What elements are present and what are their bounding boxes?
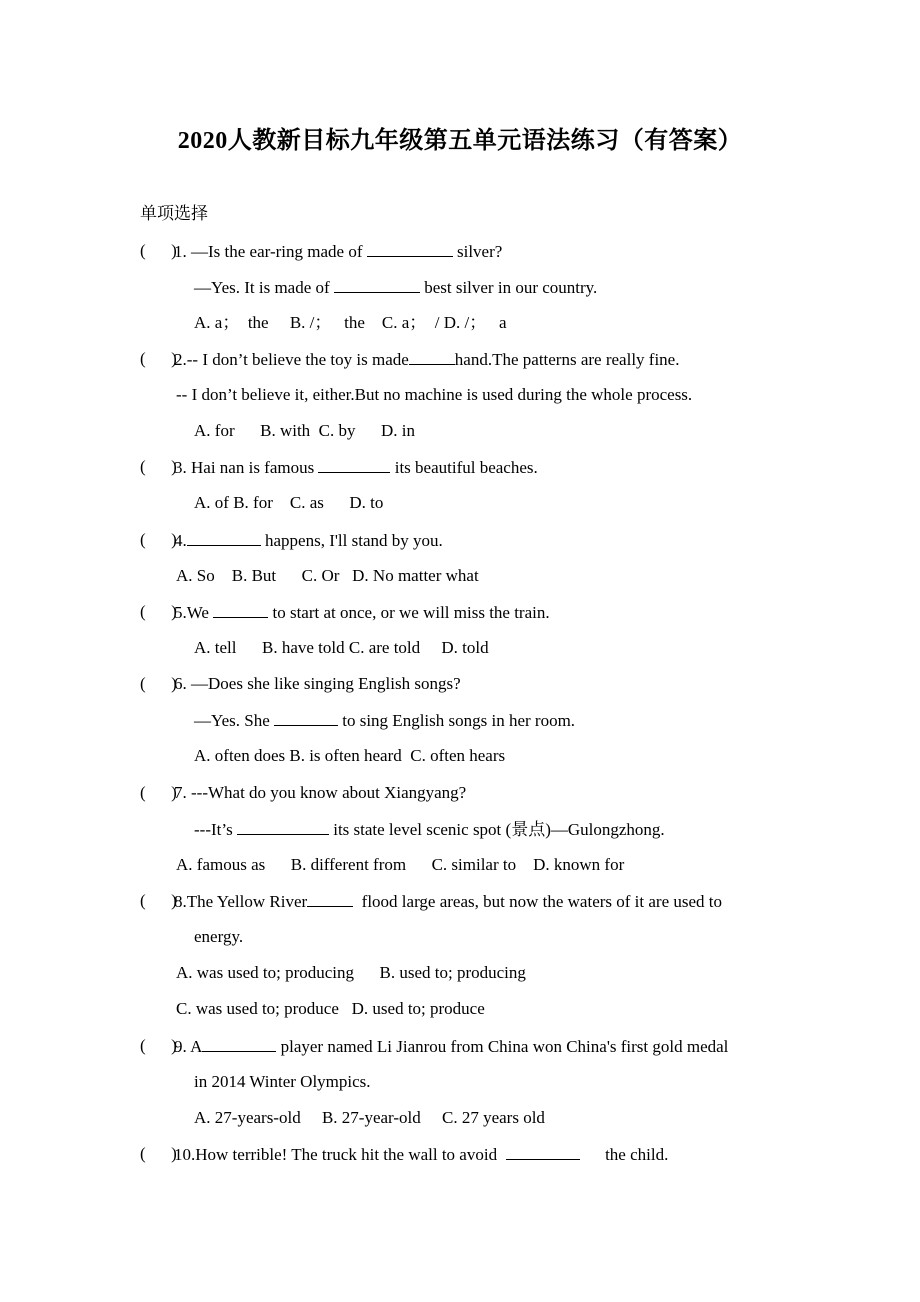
question-number: 2.: [174, 350, 187, 369]
fill-blank: [237, 819, 329, 835]
question-5: 5.We to start at once, or we will miss the train.: [174, 603, 550, 622]
fill-blank: [274, 710, 338, 726]
answer-blank[interactable]: ( ): [140, 674, 177, 693]
question-3: 3. Hai nan is famous its beautiful beaches.: [174, 458, 538, 477]
question-number: 10.: [174, 1145, 196, 1164]
question-7: 7. ---What do you know about Xiangyang?: [174, 783, 467, 802]
question-7-options: A. famous as B. different from C. similar to D. known for: [176, 855, 625, 874]
fill-blank: [318, 457, 390, 473]
question-4-options: A. So B. But C. Or D. No matter what: [176, 566, 479, 585]
question-6-options: A. often does B. is often heard C. often hears: [194, 746, 506, 765]
question-number: 4.: [174, 531, 187, 550]
question-1-options: A. a； the B. /； the C. a； / D. /； a: [194, 313, 507, 332]
fill-blank: [409, 349, 455, 365]
question-number: 9.: [174, 1037, 187, 1056]
question-2-options: A. for B. with C. by D. in: [194, 421, 415, 440]
question-5-options: A. tell B. have told C. are told D. told: [194, 638, 489, 657]
question-2: 2.-- I don’t believe the toy is made hand.The patterns are really fine.: [174, 350, 680, 369]
question-8-options-b: C. was used to; produce D. used to; produce: [176, 999, 485, 1018]
question-9-options: A. 27-years-old B. 27-year-old C. 27 years old: [194, 1108, 545, 1127]
question-1: 1. —Is the ear-ring made of silver?: [174, 242, 503, 261]
question-9-line2: in 2014 Winter Olympics.: [194, 1072, 371, 1091]
answer-blank[interactable]: ( ): [140, 891, 177, 910]
question-6: 6. —Does she like singing English songs?: [174, 674, 461, 693]
fill-blank: [367, 241, 453, 257]
question-8-line2: energy.: [194, 927, 244, 946]
page-title: 2020人教新目标九年级第五单元语法练习（有答案）: [177, 128, 743, 154]
question-1-line2: —Yes. It is made of best silver in our country.: [194, 278, 598, 297]
answer-blank[interactable]: ( ): [140, 1144, 177, 1163]
fill-blank: [202, 1036, 276, 1052]
answer-blank[interactable]: ( ): [140, 783, 177, 802]
fill-blank: [187, 530, 261, 546]
question-8-options-a: A. was used to; producing B. used to; producing: [176, 963, 526, 982]
answer-blank[interactable]: ( ): [140, 1036, 177, 1055]
question-number: 3.: [174, 458, 187, 477]
question-number: 5.: [174, 603, 187, 622]
fill-blank: [307, 891, 353, 907]
question-8: 8.The Yellow River flood large areas, but now the waters of it are used to: [174, 892, 723, 911]
question-number: 1.: [174, 242, 187, 261]
question-7-line2: ---It’s its state level scenic spot (景点)—Gulongzhong.: [194, 820, 665, 839]
fill-blank: [334, 277, 420, 293]
question-10: 10.How terrible! The truck hit the wall to avoid the child.: [174, 1145, 669, 1164]
question-number: 6.: [174, 674, 187, 693]
answer-blank[interactable]: ( ): [140, 349, 177, 368]
section-heading: 单项选择: [140, 204, 208, 223]
answer-blank[interactable]: ( ): [140, 457, 177, 476]
question-3-options: A. of B. for C. as D. to: [194, 493, 384, 512]
answer-blank[interactable]: ( ): [140, 241, 177, 260]
answer-blank[interactable]: ( ): [140, 530, 177, 549]
answer-blank[interactable]: ( ): [140, 602, 177, 621]
fill-blank: [506, 1144, 580, 1160]
question-6-line2: —Yes. She to sing English songs in her room.: [194, 711, 576, 730]
fill-blank: [213, 602, 268, 618]
question-9: 9. A player named Li Jianrou from China won China's first gold medal: [174, 1037, 729, 1056]
question-2-line2: -- I don’t believe it, either.But no machine is used during the whole process.: [176, 385, 693, 404]
question-4: 4. happens, I'll stand by you.: [174, 531, 443, 550]
question-number: 7.: [174, 783, 187, 802]
question-number: 8.: [174, 892, 187, 911]
